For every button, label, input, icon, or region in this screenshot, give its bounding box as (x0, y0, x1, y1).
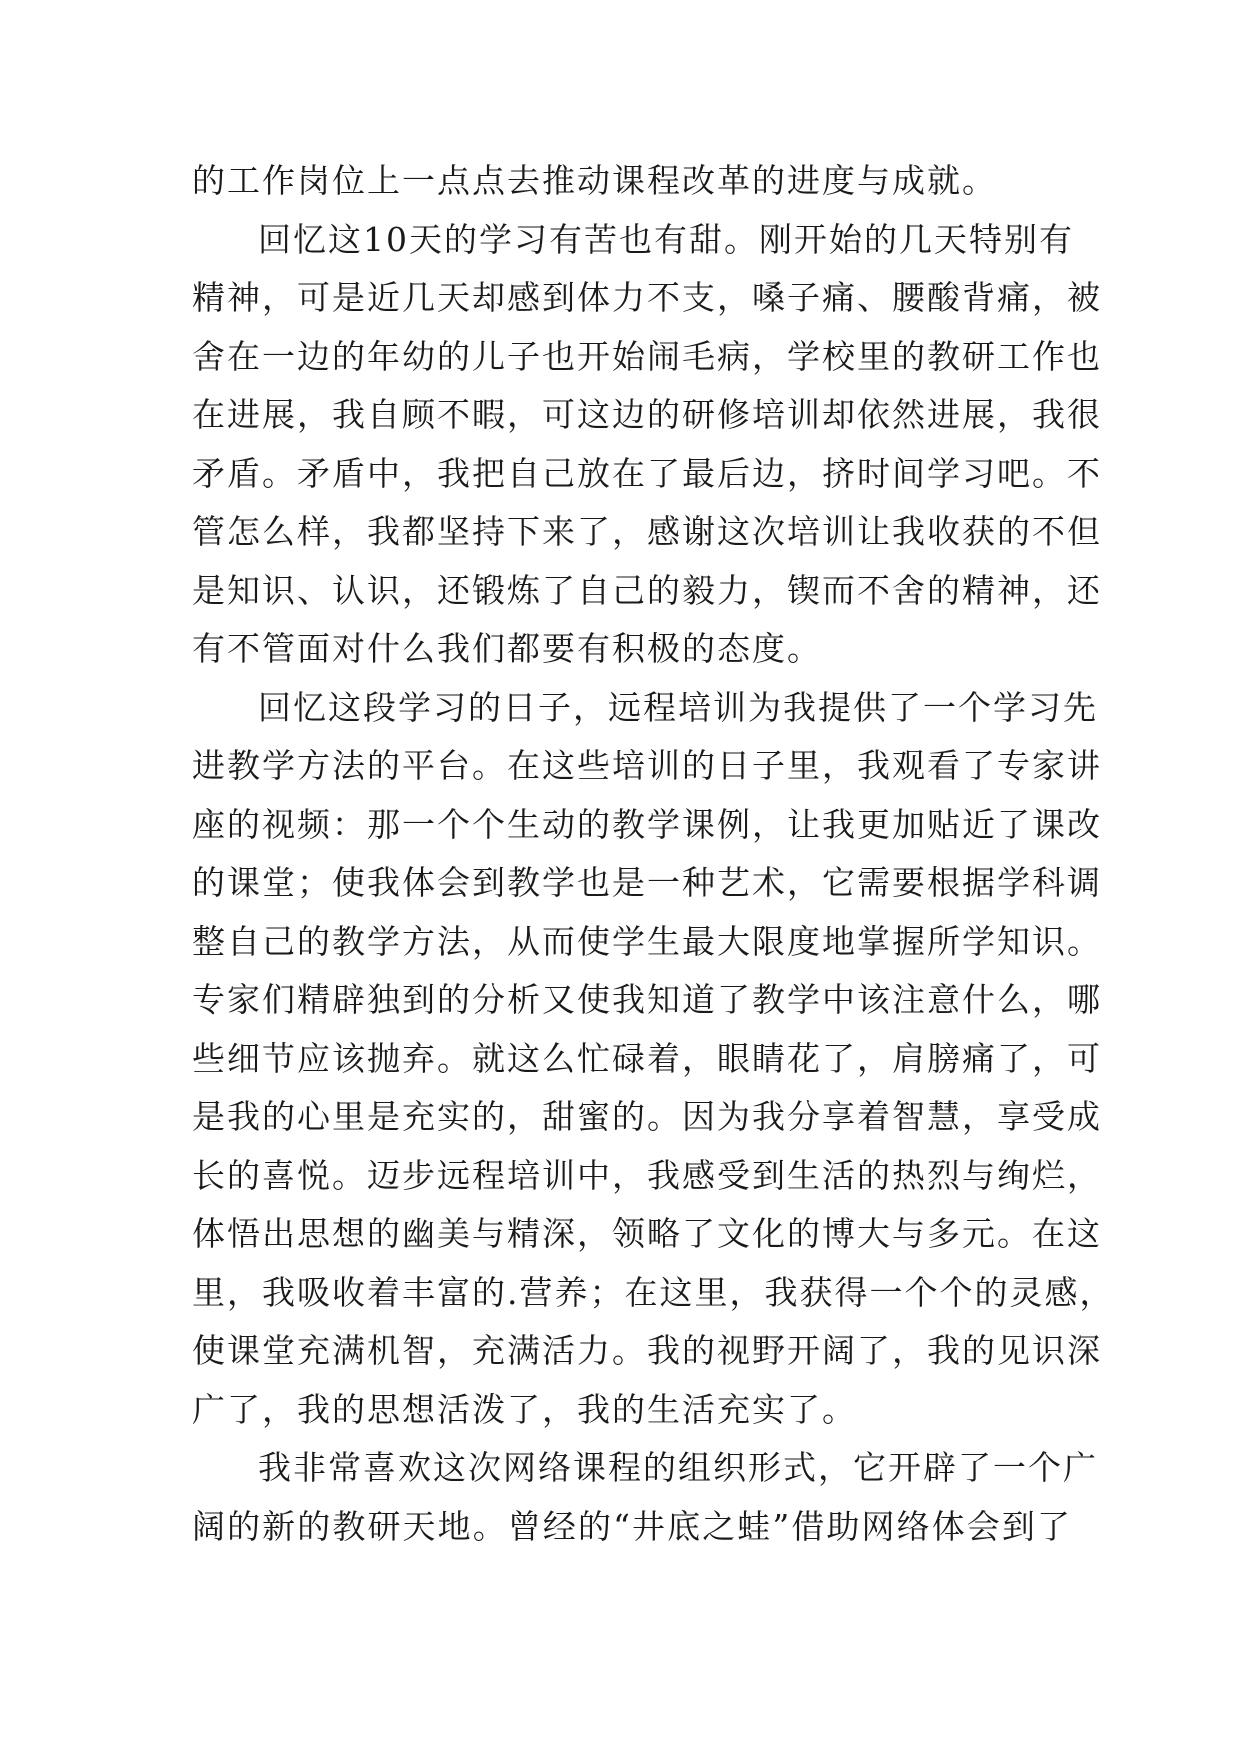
text-line: 我非常喜欢这次网络课程的组织形式，它开辟了一个广 (258, 1448, 1098, 1487)
text-line: 精神，可是近几天却感到体力不支，嗓子痛、腰酸背痛，被 (192, 278, 1102, 317)
text-line: 使课堂充满机智，充满活力。我的视野开阔了，我的见识深 (192, 1331, 1102, 1370)
text-line: 里，我吸收着丰富的.营养；在这里，我获得一个个的灵感， (192, 1272, 1115, 1312)
text-line: 有不管面对什么我们都要有积极的态度。 (192, 629, 822, 668)
text-line: 专家们精辟独到的分析又使我知道了教学中该注意什么，哪 (192, 980, 1102, 1019)
text-line: 阔的新的教研天地。曾经的“井底之蛙”借助网络体会到了 (192, 1506, 1072, 1546)
text-line: 管怎么样，我都坚持下来了，感谢这次培训让我收获的不但 (192, 512, 1102, 551)
text-line: 体悟出思想的幽美与精深，领略了文化的博大与多元。在这 (192, 1214, 1102, 1253)
text-line: 进教学方法的平台。在这些培训的日子里，我观看了专家讲 (192, 746, 1102, 785)
text-line: 些细节应该抛弃。就这么忙碌着，眼睛花了，肩膀痛了，可 (192, 1038, 1102, 1078)
text-line: 是知识、认识，还锻炼了自己的毅力，锲而不舍的精神，还 (192, 570, 1102, 610)
text-line: 的课堂；使我体会到教学也是一种艺术，它需要根据学科调 (192, 863, 1102, 902)
text-line: 广了，我的思想活泼了，我的生活充实了。 (192, 1389, 857, 1429)
text-line: 在进展，我自顾不暇，可这边的研修培训却依然进展，我很 (192, 395, 1102, 434)
text-line: 是我的心里是充实的，甜蜜的。因为我分享着智慧，享受成 (192, 1097, 1102, 1136)
text-line: 回忆这10天的学习有苦也有甜。刚开始的几天特别有 (258, 219, 1074, 259)
text-line: 矛盾。矛盾中，我把自己放在了最后边，挤时间学习吧。不 (192, 453, 1102, 493)
text-line: 舍在一边的年幼的儿子也开始闹毛病，学校里的教研工作也 (192, 336, 1102, 376)
text-line: 座的视频：那一个个生动的教学课例，让我更加贴近了课改 (192, 804, 1102, 844)
text-line: 整自己的教学方法，从而使学生最大限度地掌握所学知识。 (192, 921, 1102, 961)
text-line: 回忆这段学习的日子，远程培训为我提供了一个学习先 (258, 687, 1098, 727)
text-line: 的工作岗位上一点点去推动课程改革的进度与成就。 (192, 161, 997, 200)
body-text (192, 152, 1115, 1556)
text-line: 长的喜悦。迈步远程培训中，我感受到生活的热烈与绚烂， (192, 1155, 1102, 1195)
